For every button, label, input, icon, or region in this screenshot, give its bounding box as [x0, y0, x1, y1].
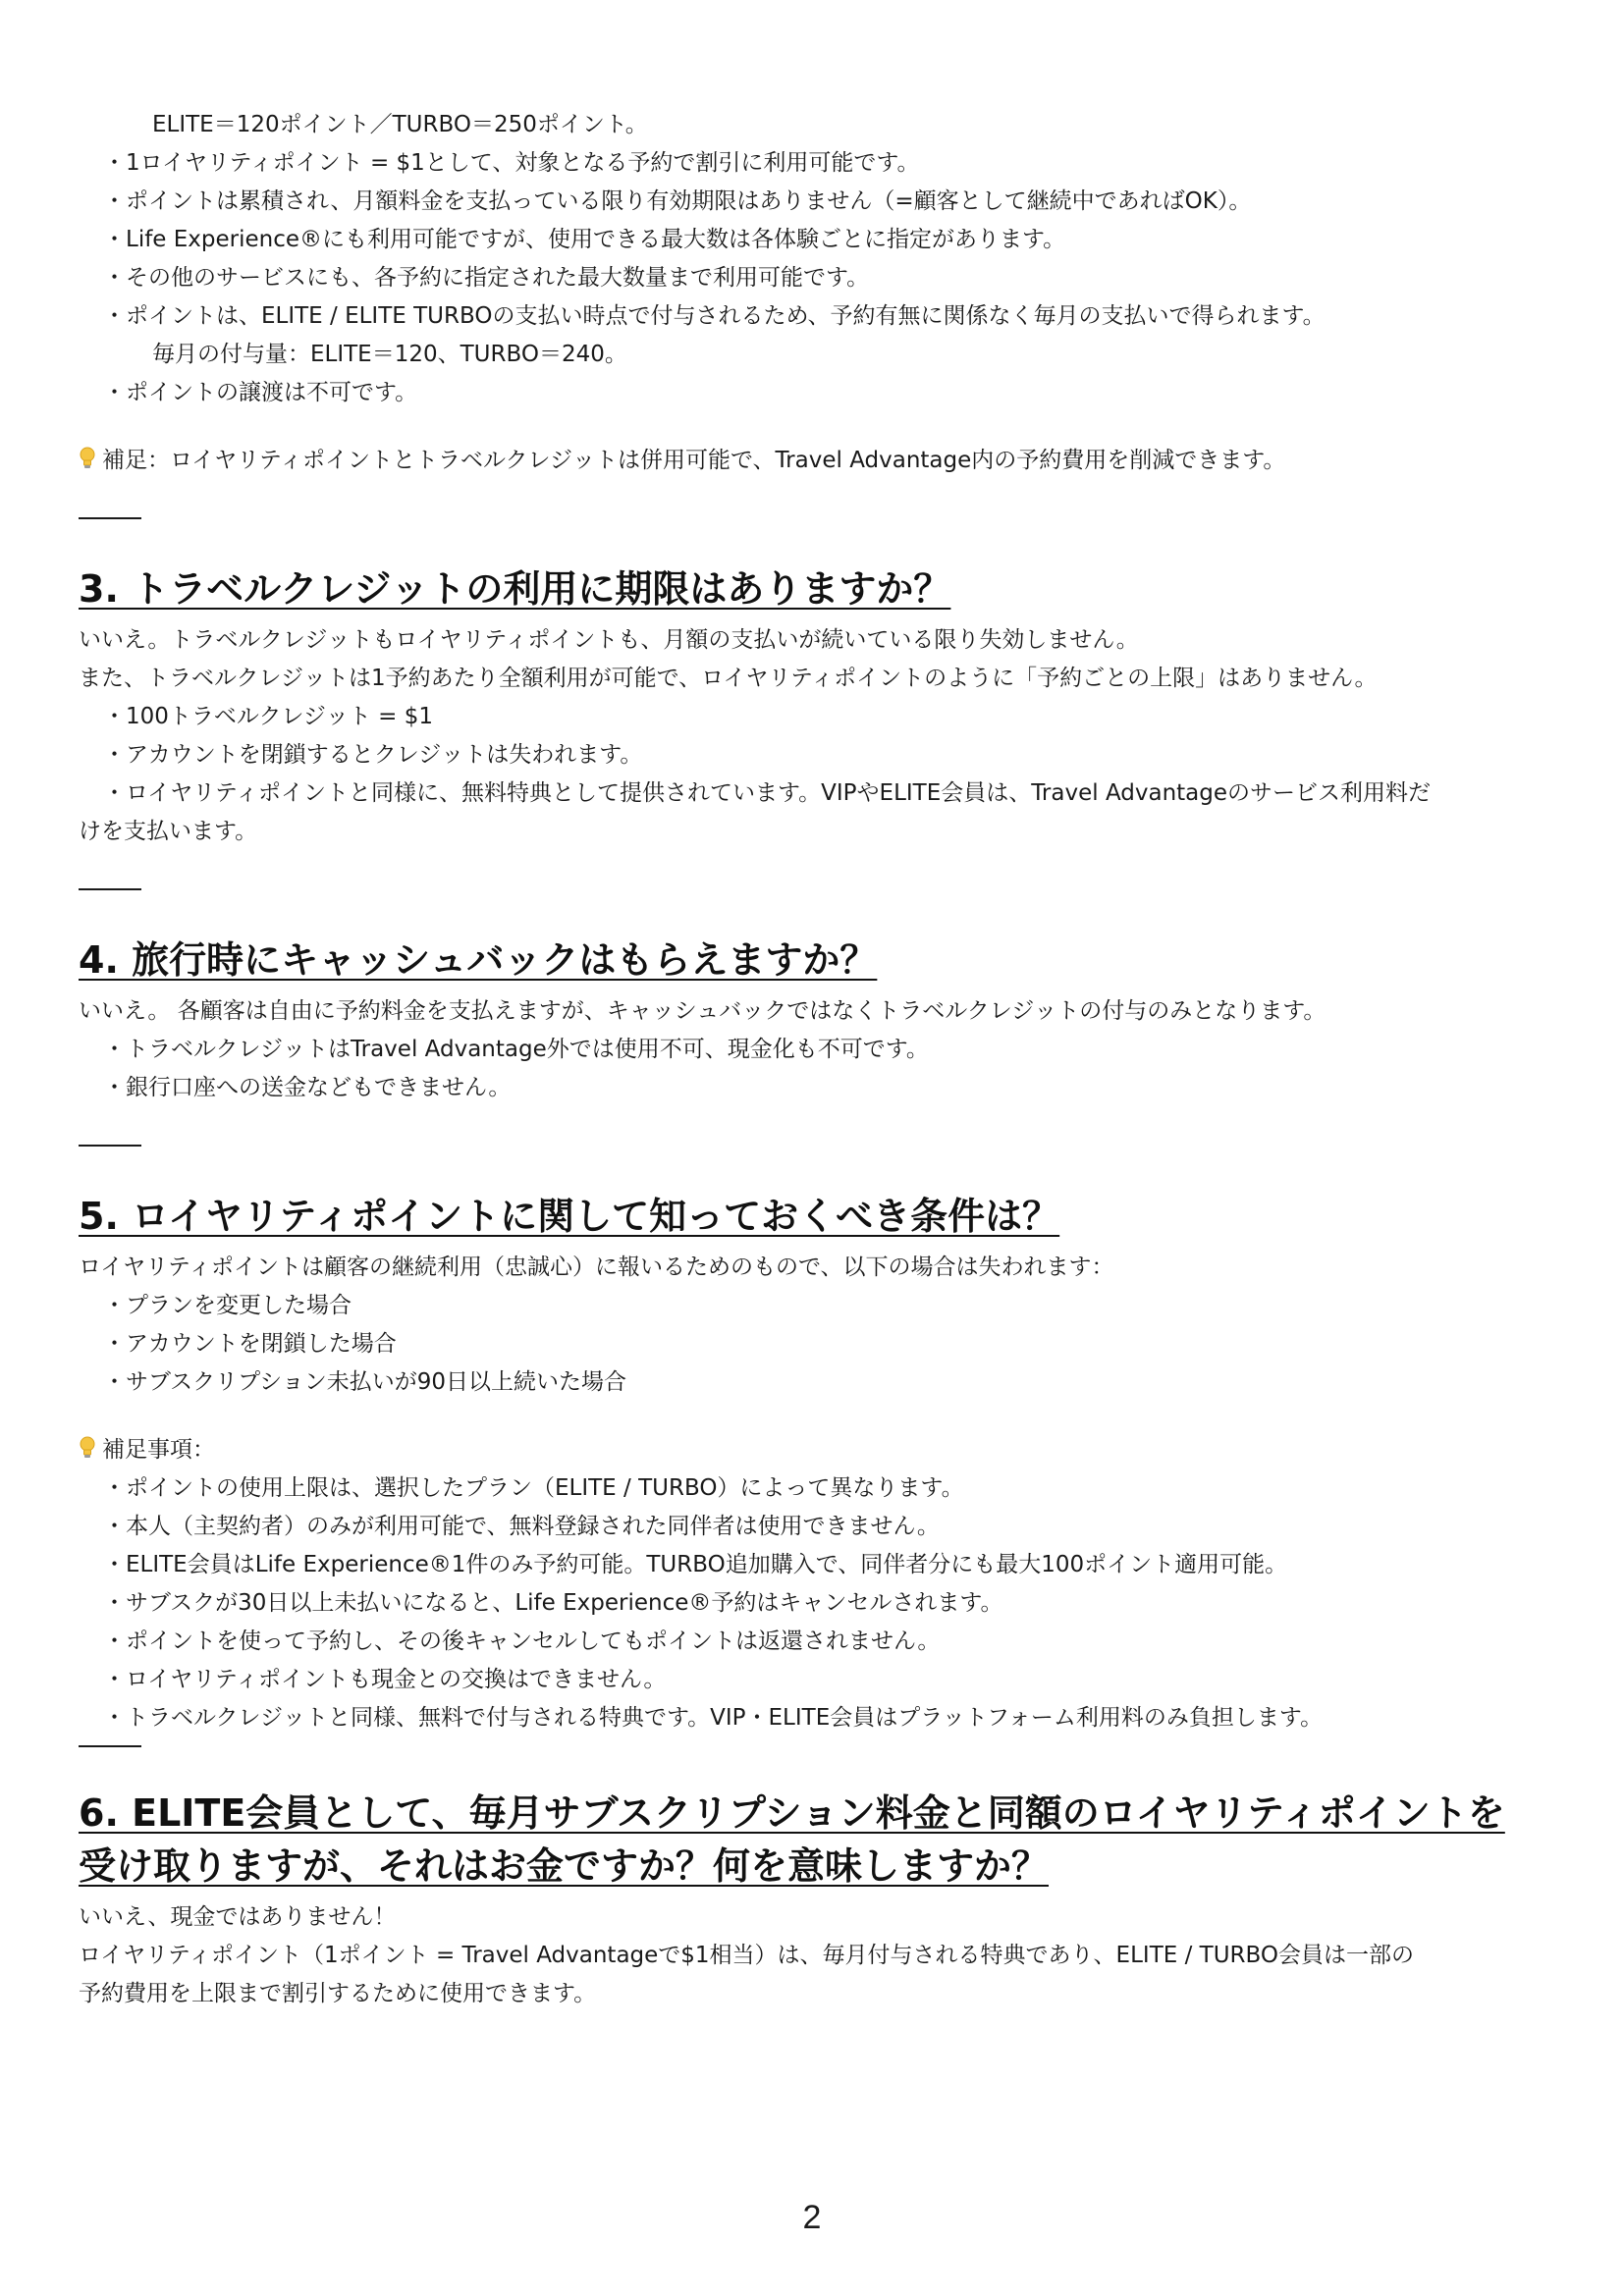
section-3-intro: いいえ。トラベルクレジットもロイヤリティポイントも、月額の支払いが続いている限り失効しません。: [79, 627, 1139, 653]
note-item: ・ポイントを使って予約し、その後キャンセルしてもポイントは返還されません。: [103, 1629, 941, 1654]
lightbulb-icon: [79, 1436, 96, 1460]
bullet-item: ・100トラベルクレジット = $1: [103, 704, 434, 729]
section-3-heading: 3. トラベルクレジットの利用に期限はありますか？: [79, 567, 951, 611]
bullet-continuation: けを支払います。: [79, 819, 258, 844]
bullet-item: ・その他のサービスにも、各予約に指定された最大数量まで利用可能です。: [103, 265, 870, 291]
lightbulb-icon: [79, 447, 96, 470]
monthly-grant-line: 毎月の付与量：ELITE＝120、TURBO＝240。: [152, 342, 627, 367]
note-item: ・本人（主契約者）のみが利用可能で、無料登録された同伴者は使用できません。: [103, 1514, 940, 1539]
bullet-item: ・アカウントを閉鎖するとクレジットは失われます。: [103, 742, 643, 768]
section-4-intro: いいえ。 各顧客は自由に予約料金を支払えますが、キャッシュバックではなくトラベルクレジットの付与のみとなります。: [79, 998, 1326, 1024]
section-3-intro: また、トラベルクレジットは1予約あたり全額利用が可能で、ロイヤリティポイントのように「予約ごとの上限」はありません。: [79, 666, 1378, 691]
section-divider: [79, 1745, 141, 1747]
supplement-note: [79, 442, 1551, 480]
note-item: ・サブスクが30日以上未払いになると、Life Experience®予約はキャンセルされます。: [103, 1590, 1003, 1616]
bullet-item: ・サブスクリプション未払いが90日以上続いた場合: [103, 1369, 626, 1395]
supplement-label: [79, 1431, 1551, 1469]
bullet-item: ・ロイヤリティポイントと同様に、無料特典として提供されています。VIPやELITE会員は、Travel Advantageのサービス利用料だ: [103, 780, 1432, 806]
bullet-item: ・アカウントを閉鎖した場合: [103, 1331, 397, 1357]
section-6-heading: [79, 1787, 1551, 1893]
note-item: ・トラベルクレジットと同様、無料で付与される特典です。VIP・ELITE会員はプラットフォーム利用料のみ負担します。: [103, 1705, 1324, 1731]
supplement-note-text: 補足：ロイヤリティポイントとトラベルクレジットは併用可能で、Travel Advantage内の予約費用を削減できます。: [102, 448, 1286, 473]
section-5-heading: 5. ロイヤリティポイントに関して知っておくべき条件は？: [79, 1195, 1060, 1238]
section-divider: [79, 888, 141, 890]
points-amount-line: ELITE＝120ポイント／TURBO＝250ポイント。: [152, 112, 648, 137]
section-4-heading: 4. 旅行時にキャッシュバックはもらえますか？: [79, 938, 878, 982]
bullet-item: ・Life Experience®にも利用可能ですが、使用できる最大数は各体験ごとに指定があります。: [103, 227, 1066, 252]
note-item: ・ELITE会員はLife Experience®1件のみ予約可能。TURBO追加購入で、同伴者分にも最大100ポイント適用可能。: [103, 1552, 1288, 1577]
document-page: [79, 106, 1551, 2013]
supplement-label-text: 補足事項：: [102, 1437, 215, 1463]
bullet-item: ・ポイントは累積され、月額料金を支払っている限り有効期限はありません（=顧客として継続中であればOK）。: [103, 188, 1252, 214]
bullet-item: ・銀行口座への送金などもできません。: [103, 1075, 512, 1100]
bullet-item: ・1ロイヤリティポイント = $1として、対象となる予約で割引に利用可能です。: [103, 150, 920, 176]
section-6-body: 予約費用を上限まで割引するために使用できます。: [79, 1981, 597, 2006]
note-item: ・ロイヤリティポイントも現金との交換はできません。: [103, 1667, 667, 1692]
section-divider: [79, 517, 141, 519]
bullet-item: ・トラベルクレジットはTravel Advantage外では使用不可、現金化も不可です。: [103, 1037, 929, 1062]
section-6-body: ロイヤリティポイント（1ポイント = Travel Advantageで$1相当）は、毎月付与される特典であり、ELITE / TURBO会員は一部の: [79, 1943, 1414, 1968]
page-number: 2: [802, 2199, 822, 2236]
bullet-item: ・ポイントは、ELITE / ELITE TURBOの支払い時点で付与されるため、予約有無に関係なく毎月の支払いで得られます。: [103, 303, 1326, 329]
section-6-heading-line2: 受け取りますが、それはお金ですか？何を意味しますか？: [79, 1844, 1050, 1888]
section-divider: [79, 1145, 141, 1147]
section-6-answer: いいえ、現金ではありません！: [79, 1904, 397, 1930]
note-item: ・ポイントの使用上限は、選択したプラン（ELITE / TURBO）によって異なります。: [103, 1475, 964, 1501]
bullet-item: ・ポイントの譲渡は不可です。: [103, 380, 418, 405]
section-5-intro: ロイヤリティポイントは顧客の継続利用（忠誠心）に報いるためのもので、以下の場合は失われます：: [79, 1255, 1114, 1280]
bullet-item: ・プランを変更した場合: [103, 1293, 352, 1318]
section-2-continuation: [79, 106, 1551, 480]
section-6-heading-line1: 6. ELITE会員として、毎月サブスクリプション料金と同額のロイヤリティポイントを: [79, 1791, 1505, 1835]
